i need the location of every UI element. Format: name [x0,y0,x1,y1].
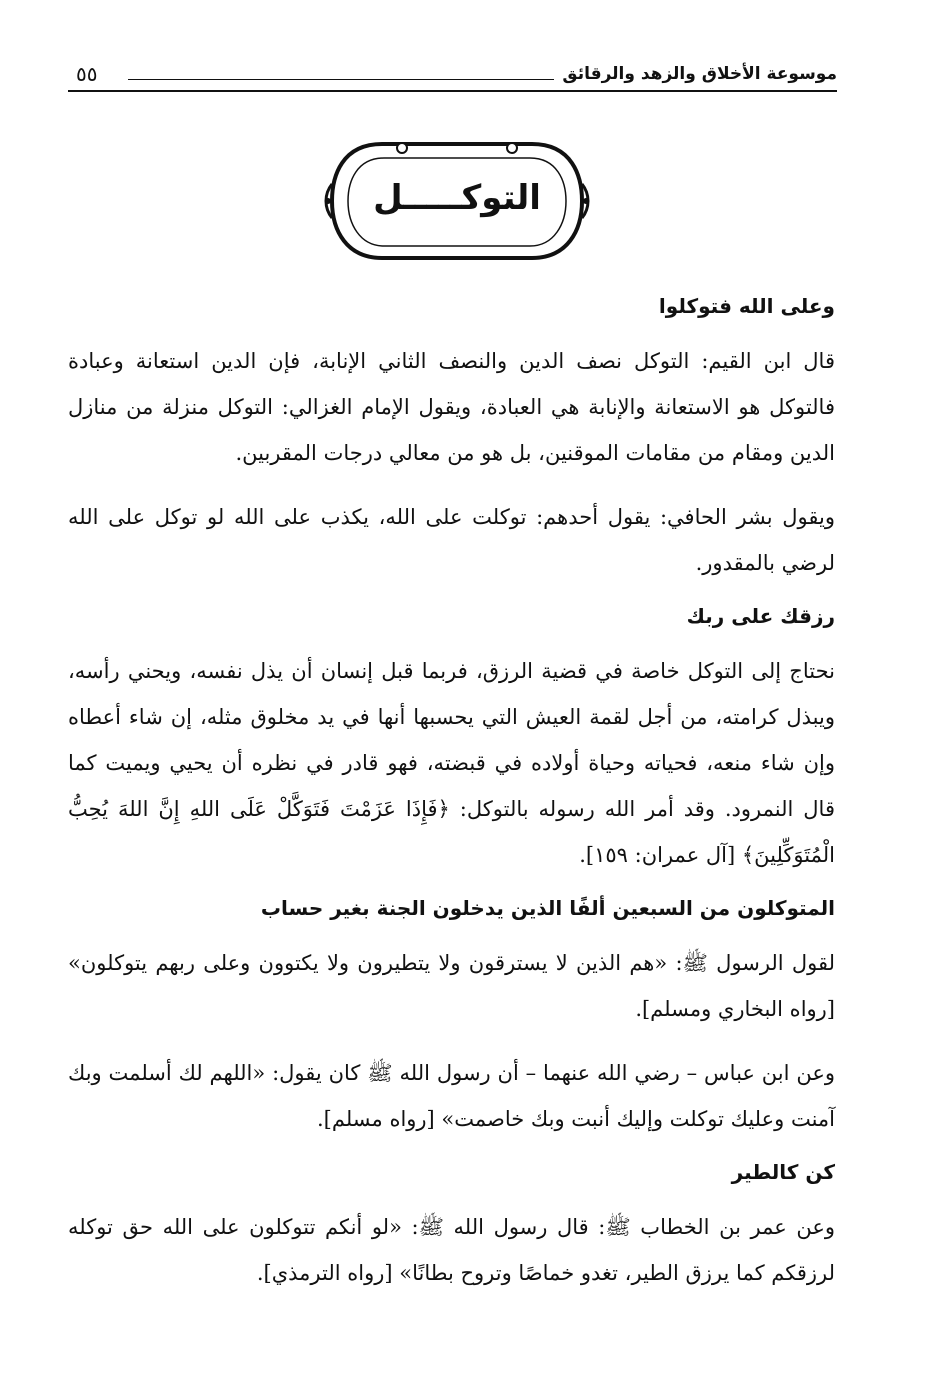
paragraph: نحتاج إلى التوكل خاصة في قضية الرزق، فربما قبل إنسان أن يذل نفسه، ويحني رأسه، ويبذل كرامته، من أجل لقمة العيش التي يحسبها أنها في يد مخلوق مثله، إن شاء أعطاه وإن شاء منعه، فحياته وحياة أولاده في قبضته، فهو قادر في نظره أن يحيي ويميت كما قال النمرود. وقد أمر الله رسوله بالتوكل: ﴿فَإِذَا عَزَمْتَ فَتَوَكَّلْ عَلَى اللهِ إِنَّ اللهَ يُحِبُّ الْمُتَوَكِّلِينَ﴾ [آل عمران: ١٥٩]. [68,659,835,867]
page-number: ٥٥ [76,62,98,86]
paragraph: لقول الرسول ﷺ: «هم الذين لا يسترقون ولا يتطيرون ولا يكتوون وعلى ربهم يتوكلون» [رواه البخاري ومسلم]. [68,951,835,1021]
book-title: موسوعة الأخلاق والزهد والرقائق [554,64,837,84]
chapter-title-ornament [322,136,592,266]
section-heading: كن كالطير [731,1160,835,1184]
section-heading: المتوكلون من السبعين ألفًا الذين يدخلون الجنة بغير حساب [260,896,835,920]
paragraph: وعن عمر بن الخطاب ﷺ: قال رسول الله ﷺ: «لو أنكم تتوكلون على الله حق توكله لرزقكم كما يرزق الطير، تغدو خماصًا وتروح بطانًا» [رواه الترمذي]. [68,1215,835,1285]
section-like-birds [68,1160,835,1296]
section-heading: وعلى الله فتوكلوا [658,294,835,318]
section-provision [68,604,835,878]
header-thin-line [128,79,587,80]
chapter-title: التوكـــــل [373,178,541,218]
section-seventy-thousand [68,896,835,1142]
running-header [68,62,837,92]
header-rule [68,90,837,92]
section-heading: رزقك على ربك [686,604,835,628]
section-trust-in-god [68,294,835,586]
page-body [68,280,835,1314]
paragraph: وعن ابن عباس – رضي الله عنهما – أن رسول الله ﷺ كان يقول: «اللهم لك أسلمت وبك آمنت وعليك توكلت وإليك أنبت وبك خاصمت» [رواه مسلم]. [68,1061,835,1131]
paragraph: ويقول بشر الحافي: يقول أحدهم: توكلت على الله، يكذب على الله لو توكل على الله لرضي بالمقدور. [68,505,835,575]
paragraph: قال ابن القيم: التوكل نصف الدين والنصف الثاني الإنابة، فإن الدين استعانة وعبادة فالتوكل هو الاستعانة والإنابة هي العبادة، ويقول الإمام الغزالي: التوكل منزلة من منازل الدين ومقام من مقامات الموقنين، بل هو من معالي درجات المقربين. [68,349,835,465]
